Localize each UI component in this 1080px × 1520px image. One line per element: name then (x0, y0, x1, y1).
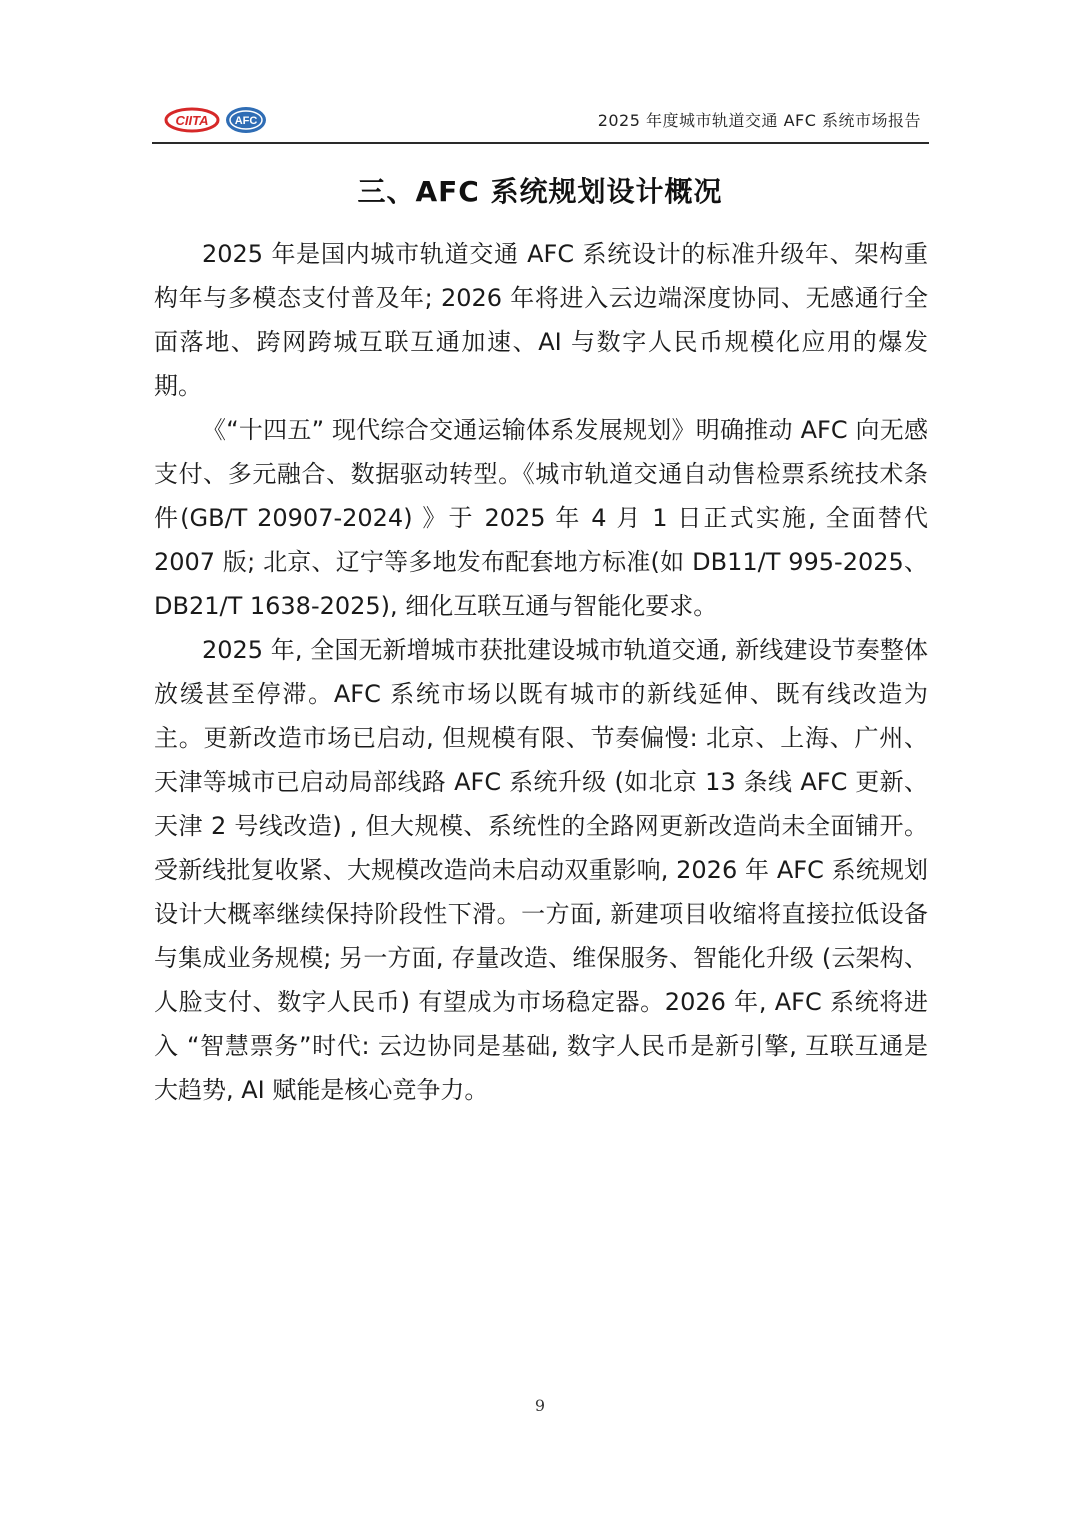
ciita-logo (164, 105, 220, 135)
paragraph-3: 2025 年, 全国无新增城市获批建设城市轨道交通, 新线建设节奏整体放缓甚至停滞。AFC 系统市场以既有城市的新线延伸、既有线改造为主。更新改造市场已启动, 但规模有限、节奏偏慢: 北京、上海、广州、天津等城市已启动局部线路 AFC 系统升级 (如北京 13 条线 AFC 更新、天津 2 号线改造) , 但大规模、系统性的全路网更新改造尚未全面铺开。受新线批复收紧、大规模改造尚未启动双重影响, 2026 年 AFC 系统规划设计大概率继续保持阶段性下滑。一方面, 新建项目收缩将直接拉低设备与集成业务规模; 另一方面, 存量改造、维保服务、智能化升级 (云架构、人脸支付、数字人民币) 有望成为市场稳定器。2026 年, AFC 系统将进入 “智慧票务”时代: 云边协同是基础, 数字人民币是新引擎, 互联互通是大趋势, AI 赋能是核心竞争力。 (154, 636, 928, 1104)
paragraph-1: 2025 年是国内城市轨道交通 AFC 系统设计的标准升级年、架构重构年与多模态支付普及年; 2026 年将进入云边端深度协同、无感通行全面落地、跨网跨城互联互通加速、AI 与数字人民币规模化应用的爆发期。 (154, 240, 928, 400)
header-title: 2025 年度城市轨道交通 AFC 系统市场报告 (597, 111, 921, 130)
svg-text:CIITA: CIITA (175, 113, 209, 128)
paragraph-2: 《“十四五” 现代综合交通运输体系发展规划》明确推动 AFC 向无感支付、多元融合、数据驱动转型。《城市轨道交通自动售检票系统技术条件(GB/T 20907-2024) 》于 2025 年 4 月 1 日正式实施, 全面替代 2007 版; 北京、辽宁等多地发布配套地方标准(如 DB11/T 995-2025、DB21/T 1638-2025), 细化互联互通与智能化要求。 (154, 416, 928, 620)
section-title: 三、AFC 系统规划设计概况 (357, 175, 723, 208)
svg-text:AFC: AFC (234, 115, 258, 127)
afc-logo (224, 105, 268, 135)
body-text (154, 232, 928, 1112)
header-logos (164, 102, 268, 138)
page-number: 9 (534, 1396, 546, 1415)
page-header (152, 98, 929, 144)
